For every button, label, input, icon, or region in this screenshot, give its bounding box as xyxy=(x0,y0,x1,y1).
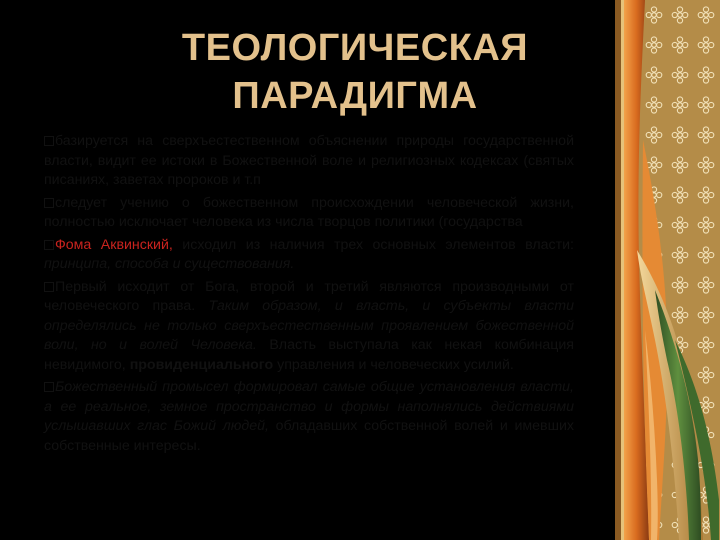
bullet-paragraph-3 xyxy=(44,236,574,275)
paragraph-4-italic: Таким образом, и власть, и субъекты власти определялись не только сверхъестественным проявлением божественной воли, но и волей Человека. xyxy=(44,298,574,353)
paragraph-2-text: следует учению о божественном происхождении человеческой жизни, полностью исключает человека из числа творцов политики (государства xyxy=(44,194,574,230)
bullet-paragraph-4 xyxy=(44,278,574,376)
decorative-side-panel xyxy=(615,0,720,540)
paragraph-4-text-c: управления и человеческих усилий. xyxy=(273,356,514,373)
checkbox-bullet-icon xyxy=(44,136,54,146)
title-line-1: ТЕОЛОГИЧЕСКАЯ xyxy=(181,27,529,69)
paragraph-4-bold: провиденциального xyxy=(129,356,274,373)
paragraph-1-text: базируется на сверхъестественном объяснении природы государственной власти, видит ее истоки в Божественной воле и религиозных кодексах (святых писаниях, заветах пророков и т.п xyxy=(44,133,574,188)
thomas-aquinas-name: Фома Аквинский, xyxy=(55,236,173,253)
ornament-illustration xyxy=(615,0,720,540)
bullet-paragraph-2 xyxy=(44,194,574,233)
slide-body xyxy=(44,132,574,459)
paragraph-4-text-a: Первый исходит от Бога, второй и третий являются производными от человеческого права. xyxy=(44,278,574,314)
checkbox-bullet-icon xyxy=(44,382,54,392)
slide-title xyxy=(95,24,615,120)
checkbox-bullet-icon xyxy=(44,198,54,208)
paragraph-5-italic: Божественный промысел формировал самые общие установления власти, а ее реальное, земное пространство и формы наполнялись действиями услышавших глас Божий людей, xyxy=(44,379,574,434)
paragraph-4-text-b: Власть выступала как некая комбинация невидимого, xyxy=(44,337,574,373)
checkbox-bullet-icon xyxy=(44,240,54,250)
title-line-2: ПАРАДИГМА xyxy=(232,75,478,117)
bullet-paragraph-5 xyxy=(44,378,574,456)
bullet-paragraph-1 xyxy=(44,132,574,191)
checkbox-bullet-icon xyxy=(44,282,54,292)
paragraph-5-text: обладавших собственной волей и имевших собственные интересы. xyxy=(44,418,574,454)
paragraph-3-italic: принципа, способа и существования. xyxy=(44,256,295,272)
paragraph-3-text: исходил из наличия трех основных элементов власти: xyxy=(172,236,575,253)
